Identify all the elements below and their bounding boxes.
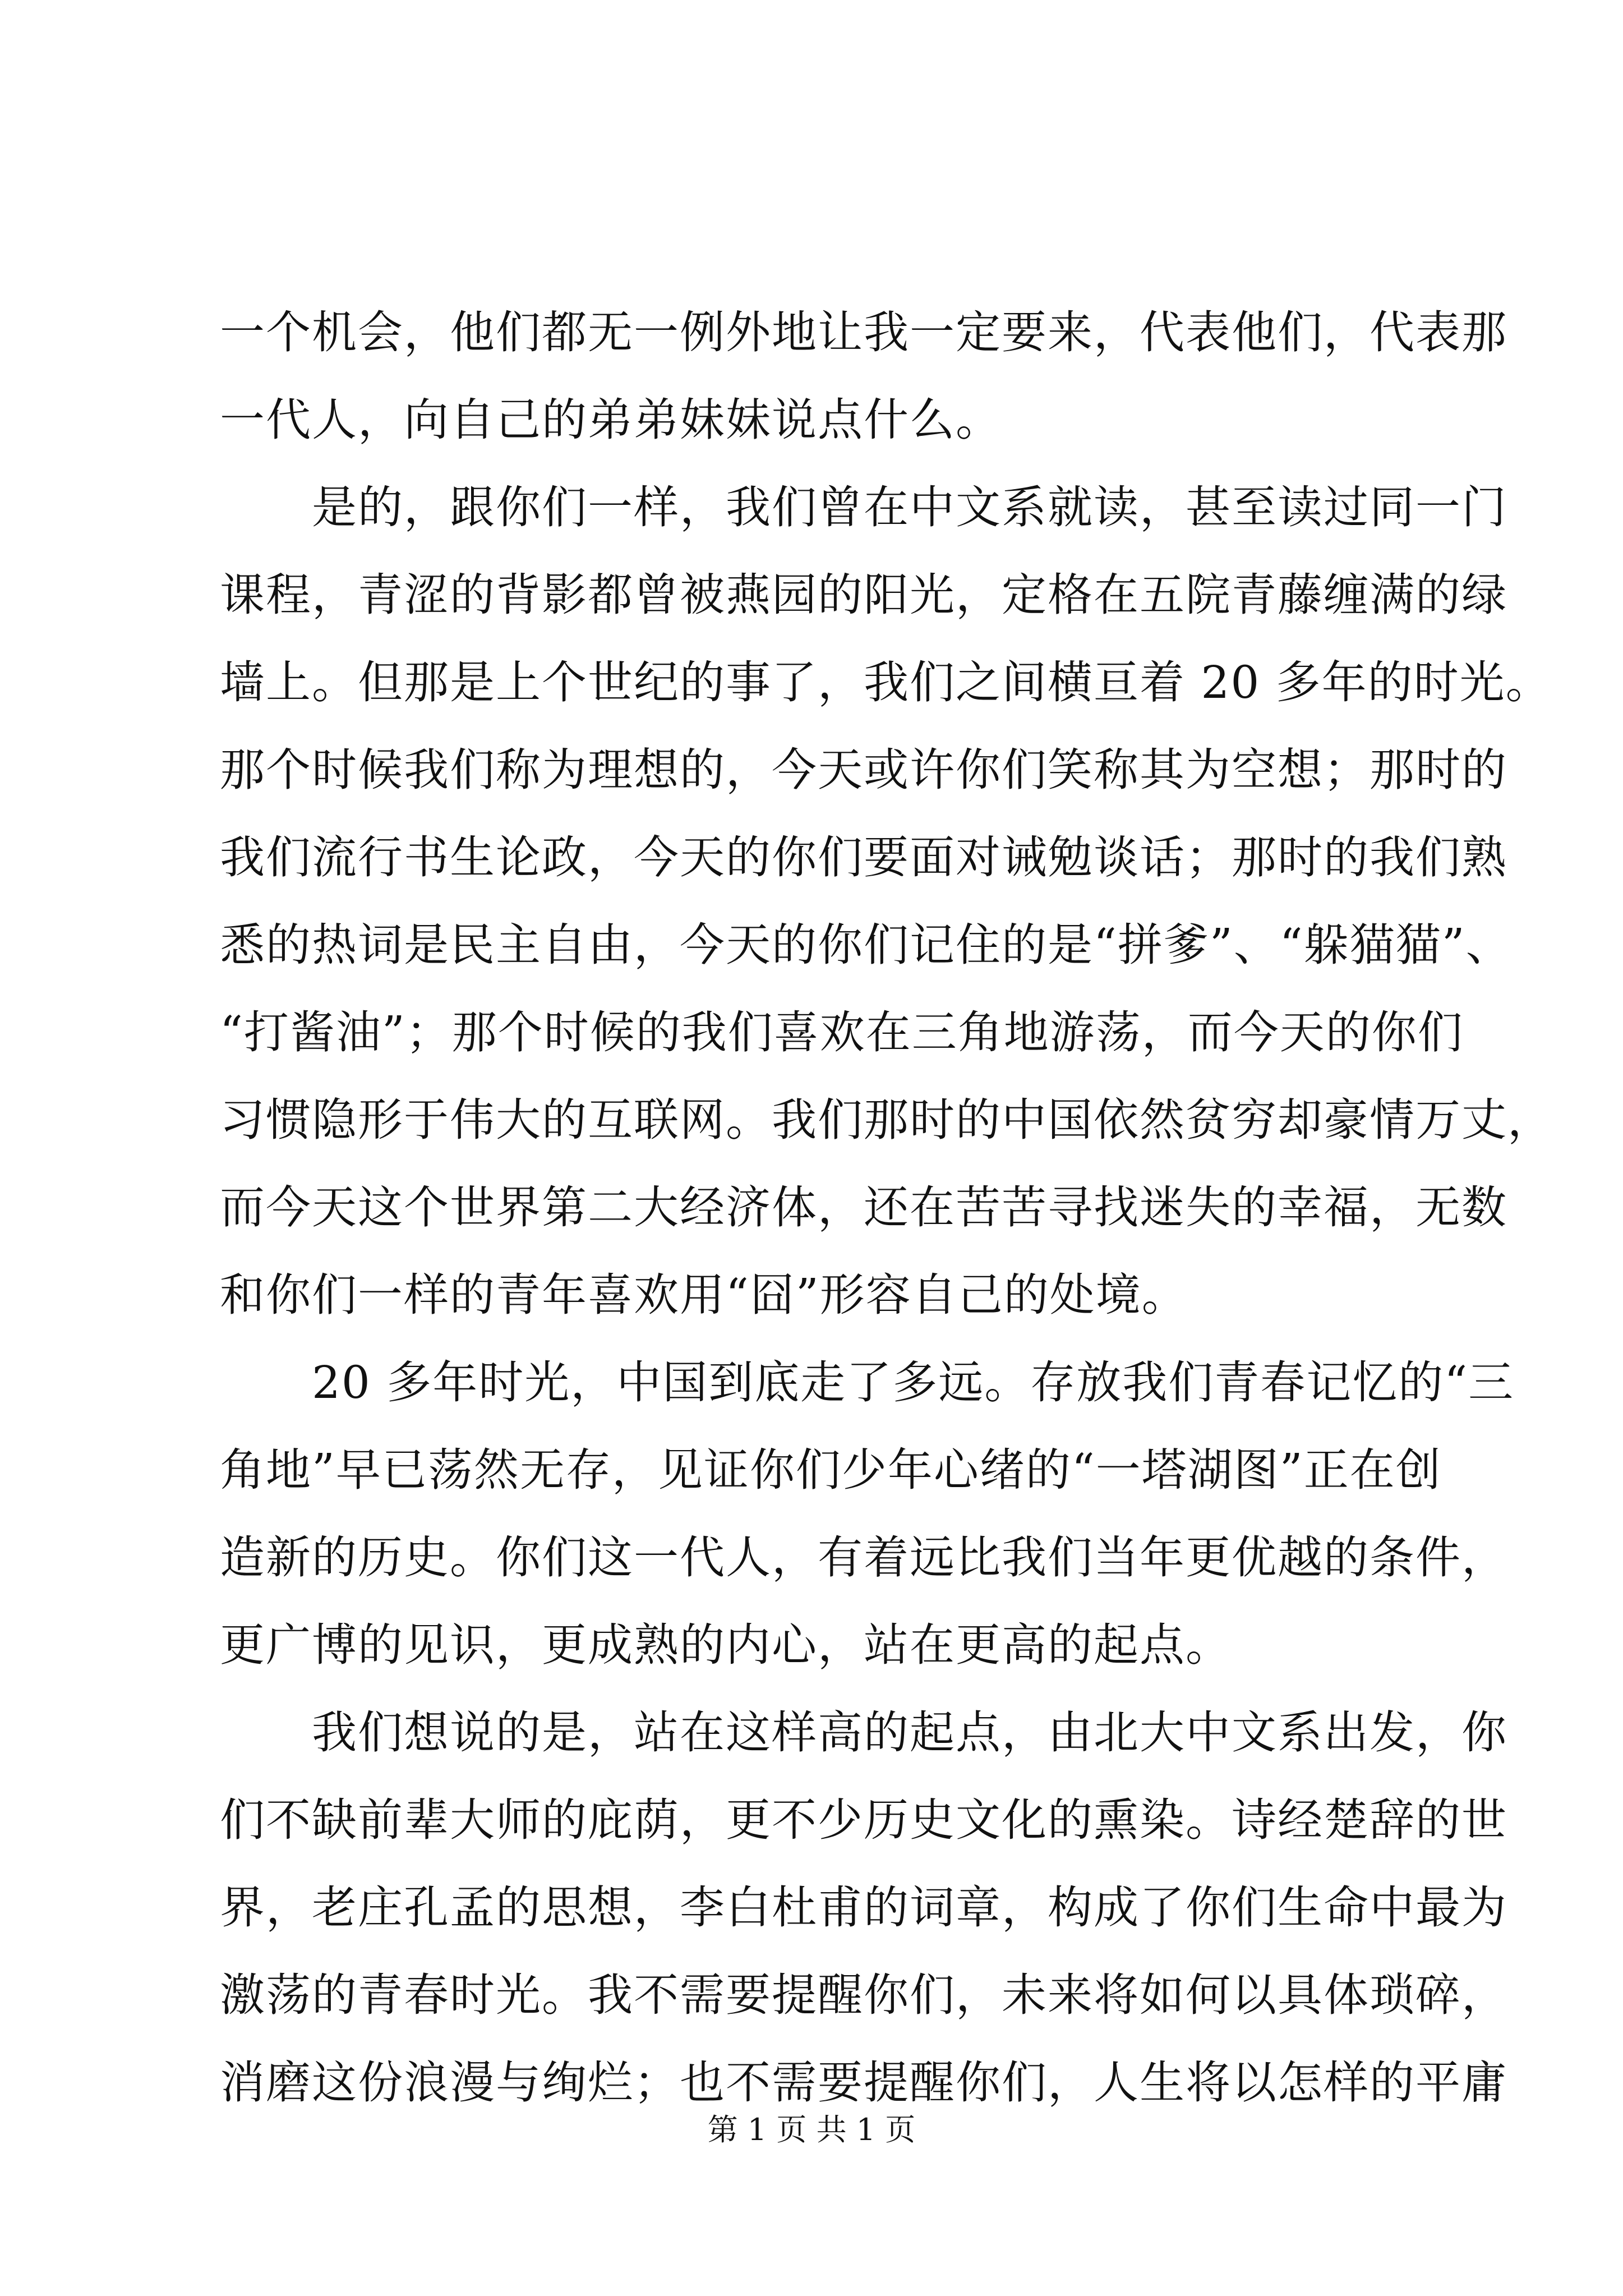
text-line: 一代人，向自己的弟弟妹妹说点什么。 — [220, 394, 1002, 446]
text-line: 习惯隐形于伟大的互联网。我们那时的中国依然贫穷却豪情万丈， — [220, 1094, 1553, 1146]
text-line: 墙上。但那是上个世纪的事了，我们之间横亘着 20 多年的时光。 — [220, 656, 1552, 708]
paragraph-first-line: 是的，跟你们一样，我们曾在中文系就读，甚至读过同一门 — [312, 481, 1507, 533]
text-line: 我们流行书生论政，今天的你们要面对诫勉谈话；那时的我们熟 — [220, 831, 1507, 884]
page-footer: 第 1 页 共 1 页 — [707, 2112, 916, 2147]
text-line: 课程，青涩的背影都曾被燕园的阳光，定格在五院青藤缠满的绿 — [220, 569, 1507, 621]
text-line: 消磨这份浪漫与绚烂；也不需要提醒你们，人生将以怎样的平庸 — [220, 2056, 1507, 2109]
text-line: 一个机会，他们都无一例外地让我一定要来，代表他们，代表那 — [220, 306, 1507, 358]
text-line: 悉的热词是民主自由，今天的你们记住的是“拼爹”、“躲猫猫”、 — [220, 919, 1512, 971]
text-line: 界，老庄孔孟的思想，李白杜甫的词章，构成了你们生命中最为 — [220, 1881, 1507, 1934]
paragraph-first-line: 20 多年时光，中国到底走了多远。存放我们青春记忆的“三 — [312, 1356, 1515, 1409]
text-line: 们不缺前辈大师的庇荫，更不少历史文化的熏染。诗经楚辞的世 — [220, 1794, 1507, 1846]
text-line: 角地”早已荡然无存，见证你们少年心绪的“一塔湖图”正在创 — [220, 1444, 1442, 1496]
text-line: 激荡的青春时光。我不需要提醒你们，未来将如何以具体琐碎， — [220, 1969, 1507, 2021]
document-body — [220, 289, 1553, 2127]
text-line: 而今天这个世界第二大经济体，还在苦苦寻找迷失的幸福，无数 — [220, 1181, 1507, 1234]
text-line: 造新的历史。你们这一代人，有着远比我们当年更优越的条件， — [220, 1531, 1507, 1584]
paragraph-first-line: 我们想说的是，站在这样高的起点，由北大中文系出发，你 — [312, 1706, 1507, 1759]
text-line: 和你们一样的青年喜欢用“囧”形容自己的处境。 — [220, 1269, 1188, 1321]
text-line: 更广博的见识，更成熟的内心，站在更高的起点。 — [220, 1619, 1232, 1671]
text-line: “打酱油”；那个时候的我们喜欢在三角地游荡，而今天的你们 — [220, 1006, 1464, 1059]
text-line: 那个时候我们称为理想的，今天或许你们笑称其为空想；那时的 — [220, 744, 1507, 796]
